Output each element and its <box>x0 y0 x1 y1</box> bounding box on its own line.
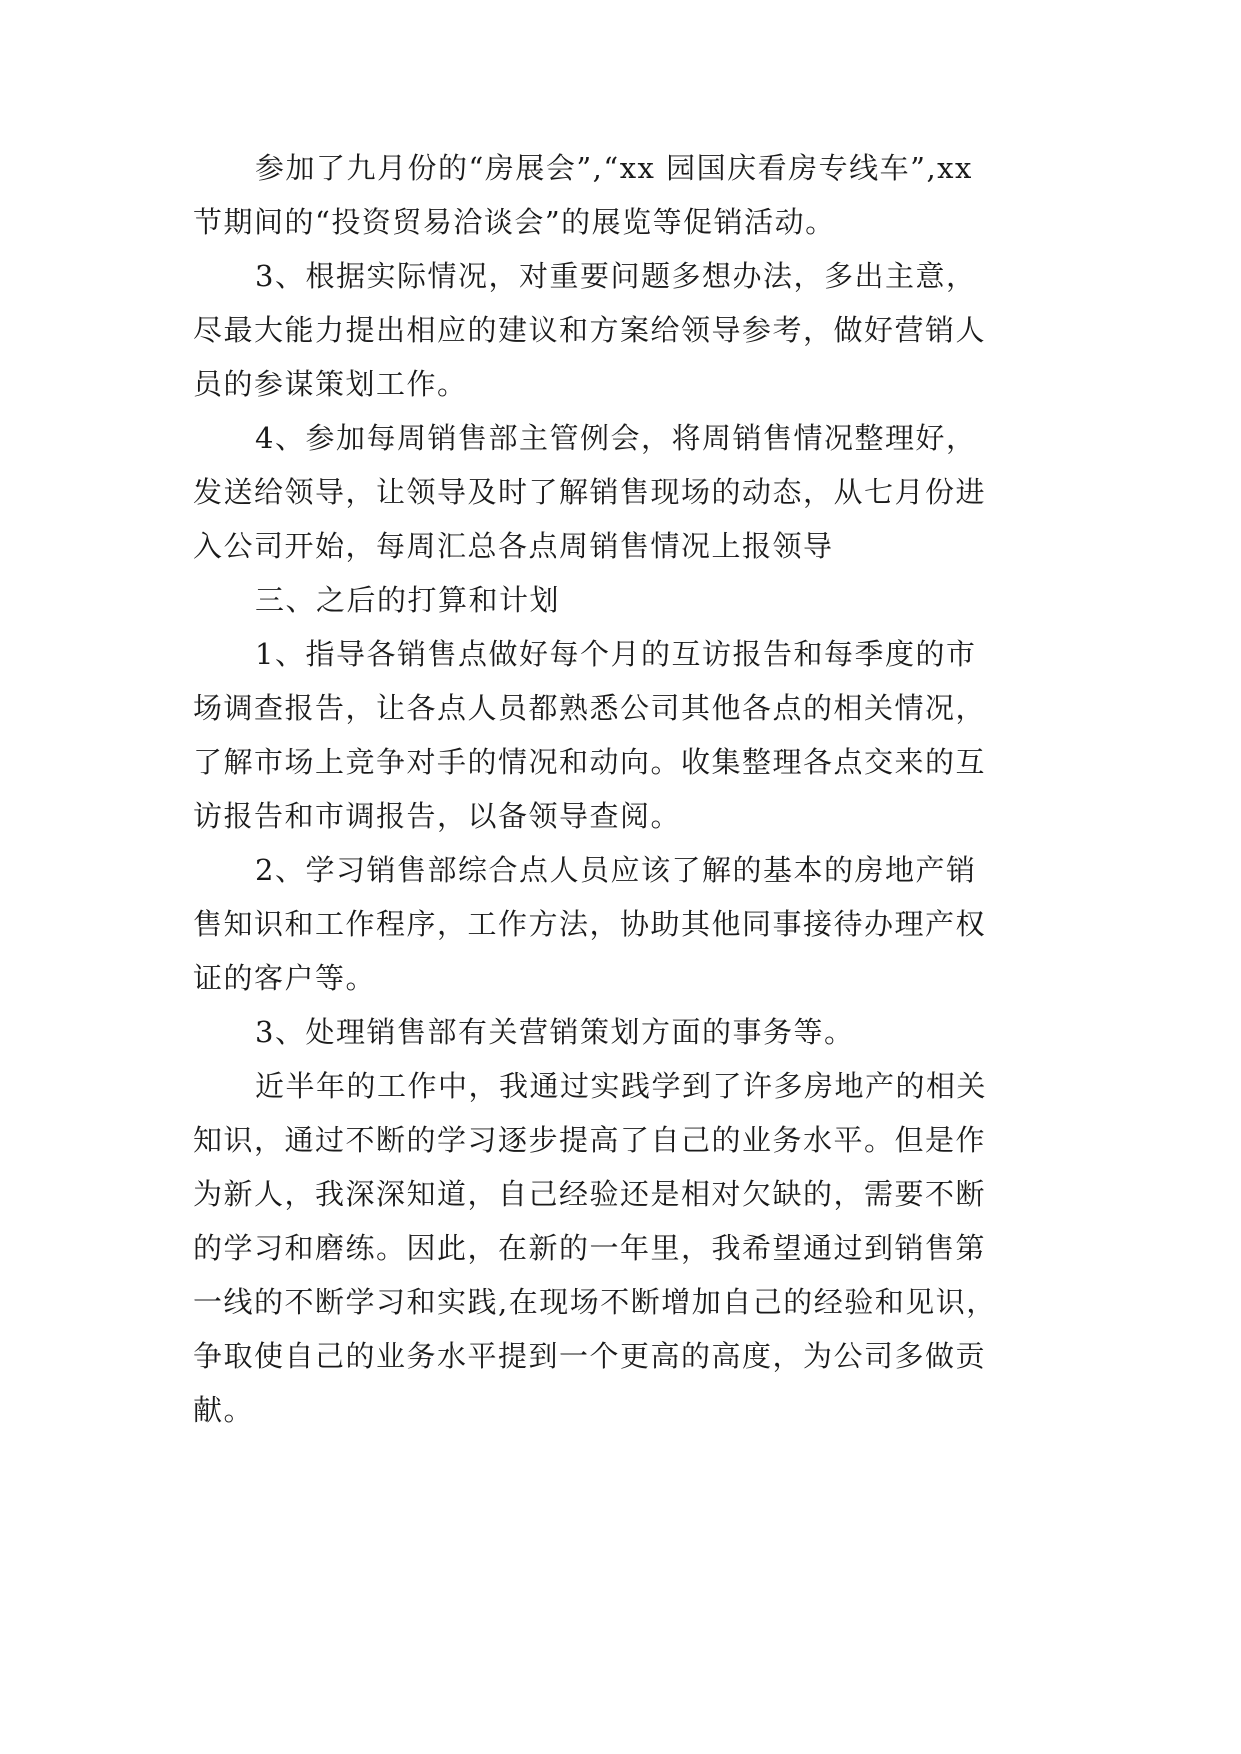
text-line: 证的客户等。 <box>193 961 377 995</box>
text-line: 访报告和市调报告，以备领导查阅。 <box>193 799 682 833</box>
text-line: 入公司开始，每周汇总各点周销售情况上报领导 <box>193 529 834 563</box>
text-line: 场调查报告，让各点人员都熟悉公司其他各点的相关情况， <box>193 691 987 725</box>
text-line: 节期间的“投资贸易洽谈会”的展览等促销活动。 <box>193 205 836 239</box>
text-line: 发送给领导，让领导及时了解销售现场的动态，从七月份进 <box>193 475 987 509</box>
text-line: 参加了九月份的“房展会”,“xx 园国庆看房专线车”,xx <box>255 151 973 185</box>
text-line: 3、根据实际情况，对重要问题多想办法，多出主意， <box>255 259 977 293</box>
text-line: 一线的不断学习和实践,在现场不断增加自己的经验和见识， <box>193 1285 997 1319</box>
text-line: 员的参谋策划工作。 <box>193 367 468 401</box>
section-heading: 三、之后的打算和计划 <box>255 583 561 617</box>
text-line: 近半年的工作中，我通过实践学到了许多房地产的相关 <box>255 1069 988 1103</box>
text-line: 争取使自己的业务水平提到一个更高的高度，为公司多做贡 <box>193 1339 987 1373</box>
text-line: 售知识和工作程序，工作方法，协助其他同事接待办理产权 <box>193 907 987 941</box>
text-line: 4、参加每周销售部主管例会，将周销售情况整理好， <box>255 421 977 455</box>
text-line: 献。 <box>193 1393 255 1427</box>
text-line: 了解市场上竞争对手的情况和动向。收集整理各点交来的互 <box>193 745 987 779</box>
text-line: 1、指导各销售点做好每个月的互访报告和每季度的市 <box>255 637 977 671</box>
text-line: 知识，通过不断的学习逐步提高了自己的业务水平。但是作 <box>193 1123 987 1157</box>
text-line: 为新人，我深深知道，自己经验还是相对欠缺的，需要不断 <box>193 1177 987 1211</box>
text-line: 2、学习销售部综合点人员应该了解的基本的房地产销 <box>255 853 977 887</box>
text-line: 尽最大能力提出相应的建议和方案给领导参考，做好营销人 <box>193 313 987 347</box>
text-line: 的学习和磨练。因此，在新的一年里，我希望通过到销售第 <box>193 1231 987 1265</box>
text-line: 3、处理销售部有关营销策划方面的事务等。 <box>255 1015 855 1049</box>
